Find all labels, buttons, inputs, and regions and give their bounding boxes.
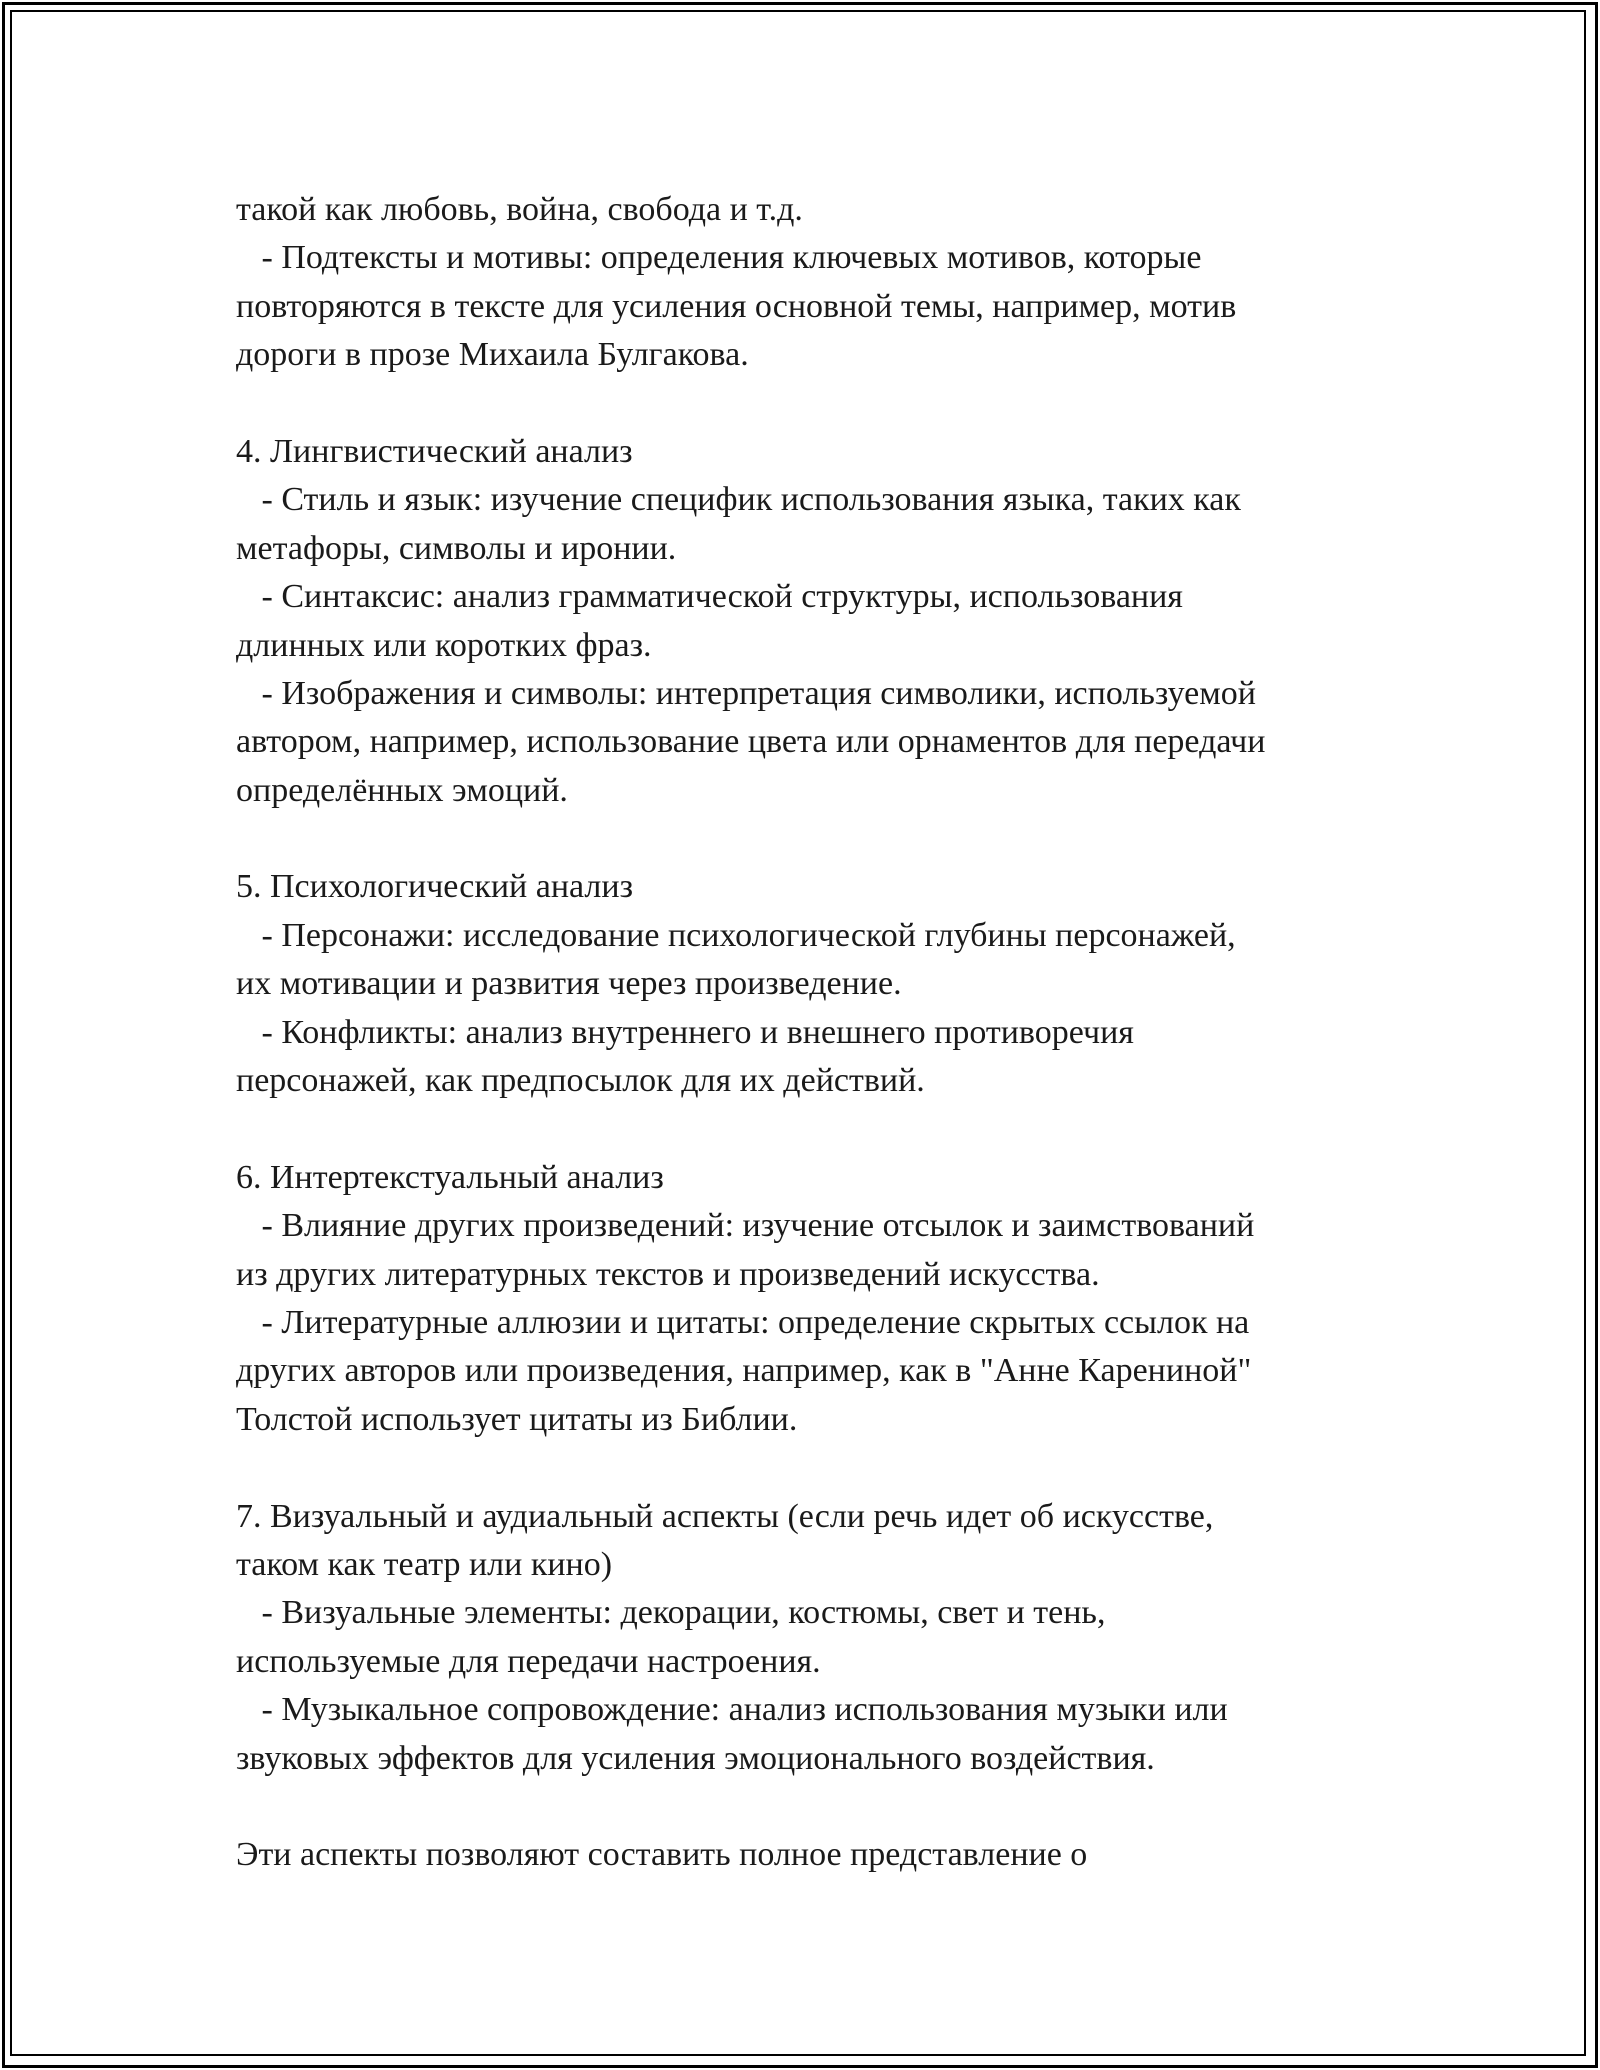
section-heading: 4. Лингвистический анализ (236, 432, 633, 470)
text-line: - Подтексты и мотивы: определения ключевых мотивов, которые (236, 239, 1202, 277)
blank-line (236, 1783, 1416, 1831)
text-line: из других литературных текстов и произведений искусства. (236, 1255, 1100, 1293)
text-line: - Конфликты: анализ внутреннего и внешнего противоречия (236, 1013, 1134, 1051)
document-body (236, 186, 1416, 1880)
text-line: дороги в прозе Михаила Булгакова. (236, 336, 749, 374)
text-line: повторяются в тексте для усиления основной темы, например, мотив (236, 287, 1237, 325)
text-line: - Визуальные элементы: декорации, костюмы, свет и тень, (236, 1594, 1106, 1632)
blank-line (236, 1444, 1416, 1492)
text-line: такой как любовь, война, свобода и т.д. (236, 191, 803, 228)
blank-line (236, 1105, 1416, 1153)
text-line: - Литературные аллюзии и цитаты: определение скрытых ссылок на (236, 1303, 1250, 1341)
text-line: Толстой использует цитаты из Библии. (236, 1400, 798, 1438)
text-line: используемые для передачи настроения. (236, 1642, 821, 1680)
text-line: Эти аспекты позволяют составить полное представление о (236, 1836, 1088, 1874)
text-line: - Стиль и язык: изучение специфик использования языка, таких как (236, 481, 1241, 519)
text-line: других авторов или произведения, например, как в "Анне Карениной" (236, 1352, 1252, 1390)
blank-line (236, 815, 1416, 863)
text-line: метафоры, символы и иронии. (236, 529, 677, 567)
text-line: длинных или коротких фраз. (236, 626, 652, 664)
text-line: персонажей, как предпосылок для их действий. (236, 1062, 925, 1100)
text-line: - Синтаксис: анализ грамматической структуры, использования (236, 578, 1183, 616)
section-heading: 7. Визуальный и аудиальный аспекты (если речь идет об искусстве, (236, 1497, 1214, 1535)
text-line: - Влияние других произведений: изучение отсылок и заимствований (236, 1207, 1255, 1245)
text-line: автором, например, использование цвета или орнаментов для передачи (236, 723, 1266, 761)
text-line: - Изображения и символы: интерпретация символики, используемой (236, 674, 1256, 712)
text-line: звуковых эффектов для усиления эмоционального воздействия. (236, 1739, 1155, 1777)
text-line: - Музыкальное сопровождение: анализ использования музыки или (236, 1691, 1228, 1729)
text-line: таком как театр или кино) (236, 1545, 613, 1583)
blank-line (236, 380, 1416, 428)
section-heading: 5. Психологический анализ (236, 868, 634, 906)
section-heading: 6. Интертекстуальный анализ (236, 1158, 664, 1196)
text-line: определённых эмоций. (236, 771, 568, 809)
text-line: - Персонажи: исследование психологической глубины персонажей, (236, 916, 1236, 954)
text-line: их мотивации и развития через произведение. (236, 965, 902, 1003)
